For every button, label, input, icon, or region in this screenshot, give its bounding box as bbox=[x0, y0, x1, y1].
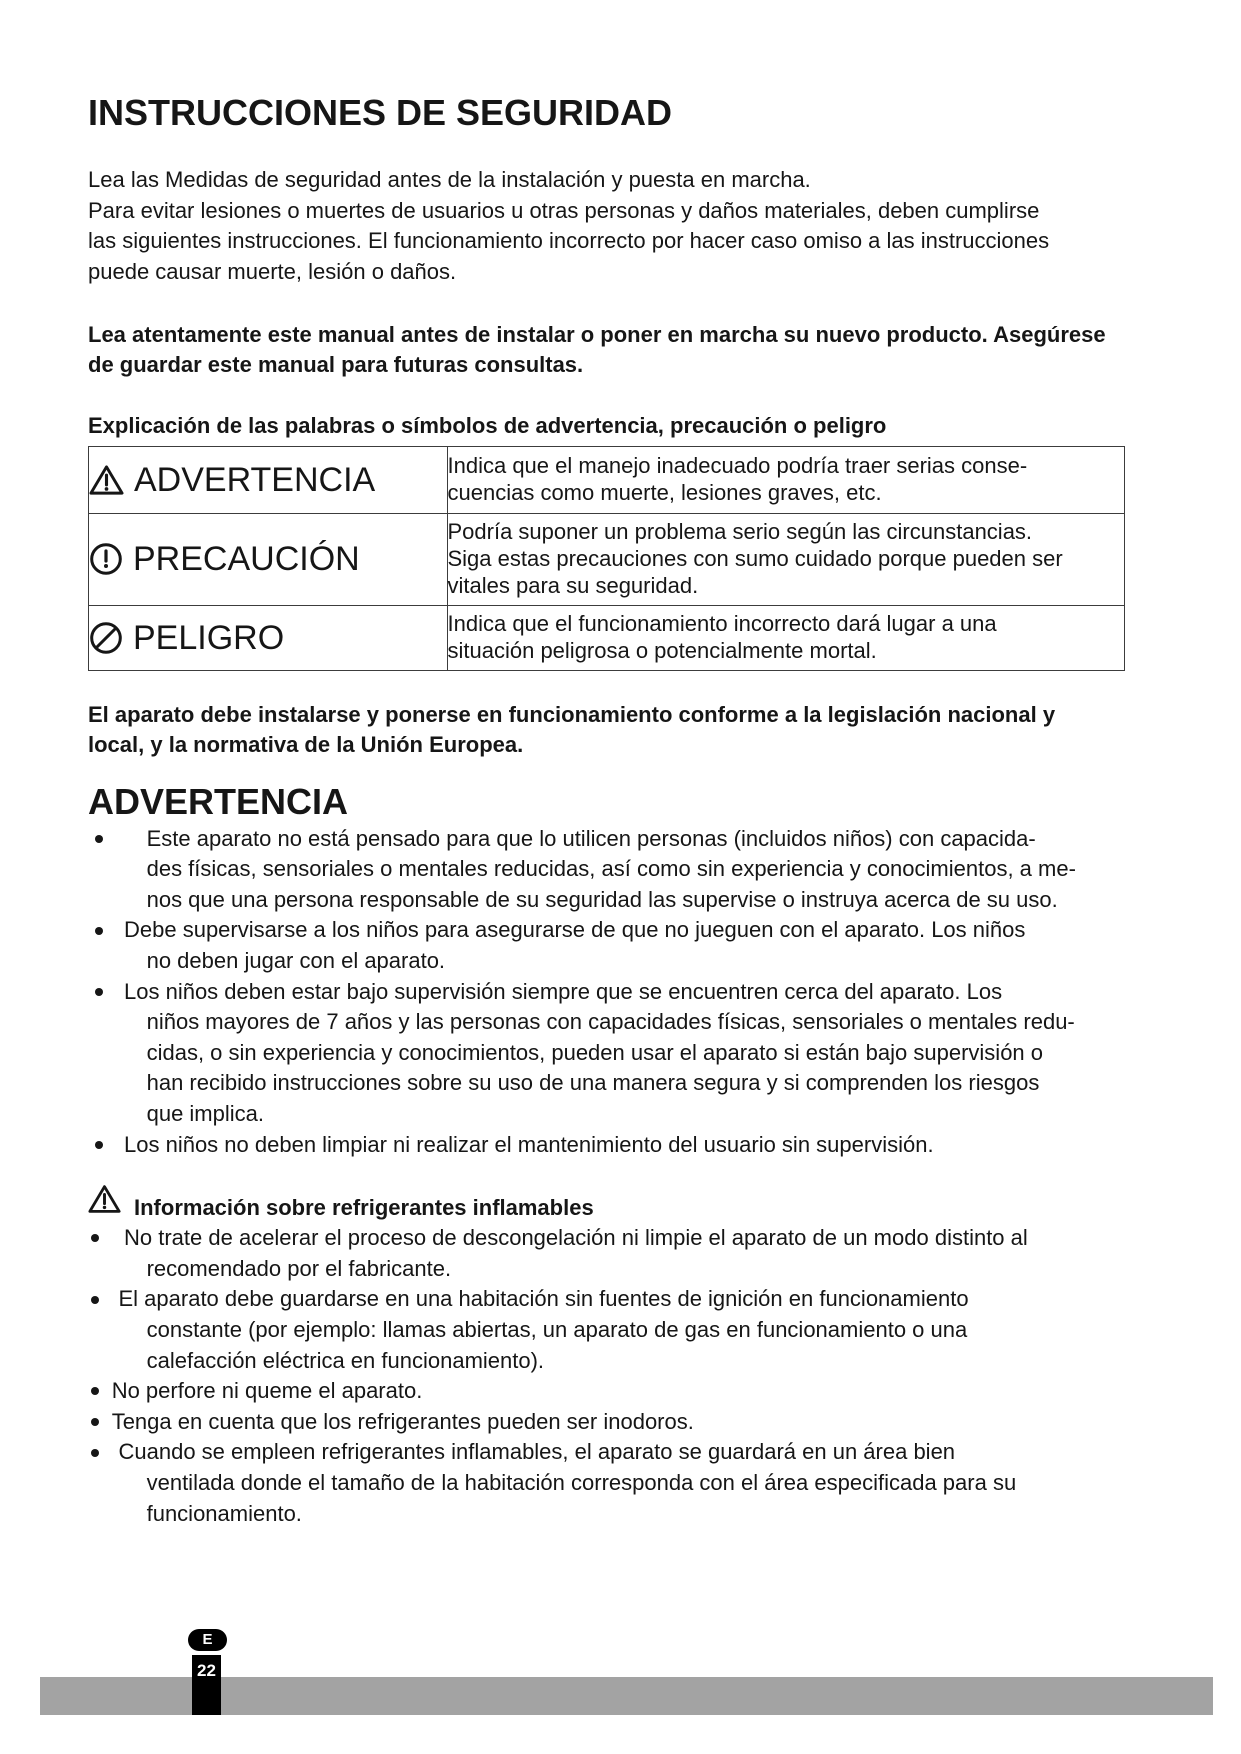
read-manual-notice bbox=[88, 320, 1106, 381]
bullet-icon bbox=[91, 1296, 99, 1304]
symbol-label: PRECAUCIÓN bbox=[133, 540, 360, 579]
read-notice-line: Lea atentamente este manual antes de instalar o poner en marcha su nuevo producto. Asegúrese bbox=[88, 321, 1106, 347]
exclamation-circle-icon bbox=[89, 542, 123, 576]
symbol-description-line: cuencias como muerte, lesiones graves, etc. bbox=[447, 479, 882, 505]
symbols-heading: Explicación de las palabras o símbolos de advertencia, precaución o peligro bbox=[88, 413, 887, 439]
legislation-line: El aparato debe instalarse y ponerse en funcionamiento conforme a la legislación nacional y bbox=[88, 701, 1056, 727]
page-title: INSTRUCCIONES DE SEGURIDAD bbox=[88, 92, 673, 133]
bullet-icon bbox=[95, 988, 103, 996]
list-item bbox=[0, 977, 1241, 1130]
list-item-line: constante (por ejemplo: llamas abiertas, un aparato de gas en funcionamiento o una bbox=[146, 1316, 968, 1342]
bullet-icon bbox=[91, 1418, 99, 1426]
symbol-description-cell bbox=[447, 514, 1124, 606]
page-number: 22 bbox=[197, 1661, 216, 1680]
legislation-line: local, y la normativa de la Unión Europea. bbox=[88, 732, 524, 758]
list-item-line: Cuando se empleen refrigerantes inflamables, el aparato se guardará en un área bien bbox=[118, 1439, 956, 1465]
bullet-icon bbox=[95, 927, 103, 935]
bullet-icon bbox=[95, 1141, 103, 1149]
list-item bbox=[0, 1130, 1241, 1161]
intro-paragraph bbox=[88, 165, 1049, 287]
symbol-row-precaucion bbox=[89, 514, 1125, 606]
list-item bbox=[0, 1407, 1241, 1438]
list-item-line: funcionamiento. bbox=[146, 1500, 302, 1526]
intro-line: Lea las Medidas de seguridad antes de la instalación y puesta en marcha. bbox=[88, 167, 811, 192]
symbol-description-line: Indica que el funcionamiento incorrecto dará lugar a una bbox=[447, 610, 997, 636]
list-item bbox=[0, 1376, 1241, 1407]
list-item bbox=[0, 1223, 1241, 1284]
symbol-label-cell bbox=[89, 605, 448, 671]
list-item-line: No trate de acelerar el proceso de descongelación ni limpie el aparato de un modo distinto al bbox=[124, 1225, 1028, 1251]
symbol-description-cell bbox=[447, 446, 1124, 514]
symbol-description-line: Podría suponer un problema serio según las circunstancias. bbox=[447, 519, 1033, 545]
list-item-line: Tenga en cuenta que los refrigerantes pueden ser inodoros. bbox=[111, 1408, 694, 1434]
bullet-icon bbox=[91, 1449, 99, 1457]
list-item-line: recomendado por el fabricante. bbox=[146, 1255, 452, 1281]
bullet-icon bbox=[91, 1387, 99, 1395]
list-item-line: niños mayores de 7 años y las personas con capacidades físicas, sensoriales o mentales redu- bbox=[146, 1009, 1075, 1035]
symbol-description-line: Indica que el manejo inadecuado podría traer serias conse- bbox=[447, 452, 1028, 478]
warning-heading: ADVERTENCIA bbox=[88, 781, 349, 822]
symbol-label: ADVERTENCIA bbox=[134, 460, 376, 499]
symbol-row-peligro bbox=[89, 605, 1125, 671]
intro-line: Para evitar lesiones o muertes de usuarios u otras personas y daños materiales, deben cumplirse bbox=[88, 197, 1040, 223]
page-number-tab bbox=[192, 1655, 221, 1715]
list-item-line: cidas, o sin experiencia y conocimientos, pueden usar el aparato si están bajo supervisión o bbox=[146, 1039, 1044, 1065]
list-item bbox=[0, 915, 1241, 976]
list-item-line: El aparato debe guardarse en una habitación sin fuentes de ignición en funcionamiento bbox=[118, 1286, 969, 1312]
flammable-heading: Información sobre refrigerantes inflamables bbox=[134, 1194, 594, 1220]
legislation-notice bbox=[88, 700, 1055, 761]
symbol-description-cell bbox=[447, 605, 1124, 671]
intro-line: puede causar muerte, lesión o daños. bbox=[88, 258, 457, 284]
list-item-line: Este aparato no está pensado para que lo utilicen personas (incluidos niños) con capacida- bbox=[146, 825, 1036, 851]
list-item-line: Debe supervisarse a los niños para asegurarse de que no jueguen con el aparato. Los niños bbox=[124, 917, 1026, 943]
symbol-description-line: vitales para su seguridad. bbox=[447, 572, 699, 598]
list-item-line: calefacción eléctrica en funcionamiento). bbox=[146, 1347, 545, 1373]
symbol-row-advertencia bbox=[89, 446, 1125, 514]
read-notice-line: de guardar este manual para futuras consultas. bbox=[88, 352, 584, 378]
symbol-description-line: situación peligrosa o potencialmente mortal. bbox=[447, 637, 877, 663]
list-item-line: no deben jugar con el aparato. bbox=[146, 948, 446, 974]
bullet-icon bbox=[95, 835, 103, 843]
list-item-line: des físicas, sensoriales o mentales reducidas, así como sin experiencia y conocimientos, a me- bbox=[146, 856, 1076, 882]
bullet-icon bbox=[91, 1234, 99, 1242]
list-item bbox=[0, 1437, 1241, 1529]
list-item bbox=[0, 1284, 1241, 1376]
list-item-line: que implica. bbox=[146, 1101, 264, 1127]
symbols-table bbox=[88, 446, 1125, 672]
flammable-list bbox=[0, 1223, 1241, 1529]
list-item-line: Los niños no deben limpiar ni realizar el mantenimiento del usuario sin supervisión. bbox=[124, 1131, 934, 1157]
list-item-line: Los niños deben estar bajo supervisión siempre que se encuentren cerca del aparato. Los bbox=[124, 978, 1003, 1004]
warning-triangle-icon bbox=[88, 1184, 121, 1214]
warning-list bbox=[0, 824, 1241, 1161]
list-item-line: ventilada donde el tamaño de la habitación corresponda con el área especificada para su bbox=[146, 1469, 1017, 1495]
symbol-label-cell bbox=[89, 514, 448, 606]
symbol-label-cell bbox=[89, 446, 448, 514]
language-badge: E bbox=[188, 1629, 227, 1651]
list-item-line: No perfore ni queme el aparato. bbox=[111, 1378, 423, 1404]
list-item-line: nos que una persona responsable de su seguridad las supervise o instruya acerca de su uso. bbox=[146, 886, 1058, 912]
list-item-line: han recibido instrucciones sobre su uso de una manera segura y si comprenden los riesgos bbox=[146, 1070, 1040, 1096]
intro-line: las siguientes instrucciones. El funcionamiento incorrecto por hacer caso omiso a las instrucciones bbox=[88, 228, 1050, 254]
symbol-description-line: Siga estas precauciones con sumo cuidado porque pueden ser bbox=[447, 545, 1063, 571]
warning-triangle-icon bbox=[89, 464, 124, 496]
symbol-label: PELIGRO bbox=[133, 618, 285, 657]
list-item bbox=[0, 824, 1241, 916]
prohibition-icon bbox=[89, 621, 123, 655]
